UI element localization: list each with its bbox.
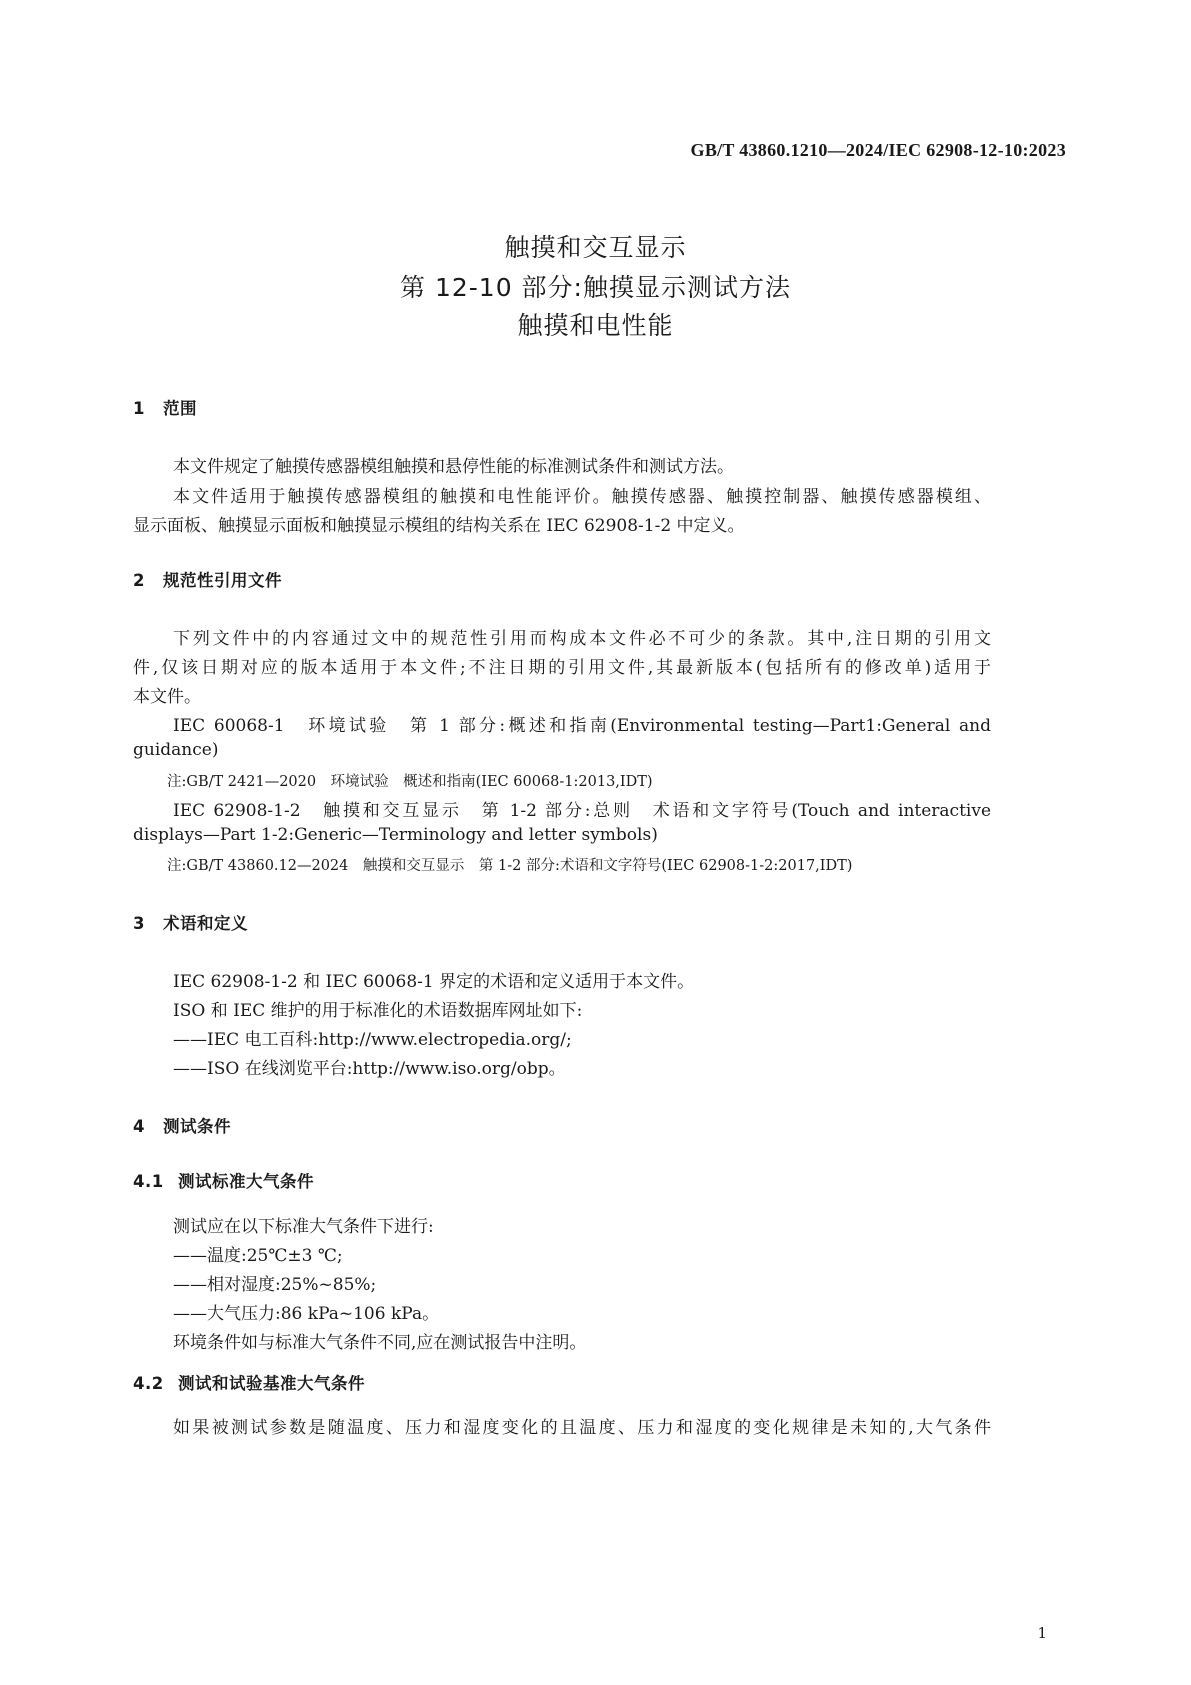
section-number: 4	[133, 1117, 145, 1136]
section-2-paragraph-line-1: 下列文件中的内容通过文中的规范性引用而构成本文件必不可少的条款。其中,注日期的引用文	[173, 629, 991, 649]
reference-note-2: 注:GB/T 43860.12—2024 触摸和交互显示 第 1-2 部分:术语和文字符号(IEC 62908-1-2:2017,IDT)	[167, 858, 853, 874]
section-4-1-line-3: ——相对湿度:25%~85%;	[173, 1275, 377, 1295]
reference-note-1: 注:GB/T 2421—2020 环境试验 概述和指南(IEC 60068-1:2013,IDT)	[167, 774, 653, 790]
section-4-1-line-2: ——温度:25℃±3 ℃;	[173, 1246, 343, 1266]
section-4-2-line-1: 如果被测试参数是随温度、压力和湿度变化的且温度、压力和湿度的变化规律是未知的,大气条件	[173, 1418, 991, 1438]
section-title: 测试标准大气条件	[178, 1172, 314, 1191]
document-title-line-1: 触摸和交互显示	[504, 233, 687, 262]
section-number: 4.1	[133, 1172, 164, 1191]
section-number: 2	[133, 571, 145, 590]
section-4-1-line-5: 环境条件如与标准大气条件不同,应在测试报告中注明。	[173, 1333, 587, 1353]
document-title-line-3: 触摸和电性能	[517, 311, 674, 340]
section-2-paragraph-line-2: 件,仅该日期对应的版本适用于本文件;不注日期的引用文件,其最新版本(包括所有的修改单)适用于	[133, 658, 991, 678]
section-3-line-3: ——IEC 电工百科:http://www.electropedia.org/;	[173, 1030, 572, 1050]
section-3-heading	[133, 910, 248, 934]
section-title: 测试条件	[163, 1117, 231, 1136]
standard-code: GB/T 43860.1210—2024/IEC 62908-12-10:2023	[690, 140, 1066, 160]
section-2-heading	[133, 567, 282, 591]
document-title-line-2: 第 12-10 部分:触摸显示测试方法	[400, 273, 791, 302]
section-1-paragraph-2-line-2: 显示面板、触摸显示面板和触摸显示模组的结构关系在 IEC 62908-1-2 中定义。	[133, 516, 745, 536]
section-3-line-2: ISO 和 IEC 维护的用于标准化的术语数据库网址如下:	[173, 1001, 583, 1021]
section-4-1-line-4: ——大气压力:86 kPa~106 kPa。	[173, 1304, 440, 1324]
reference-iec-60068-1-line-1: IEC 60068-1 环境试验 第 1 部分:概述和指南(Environmental testing—Part1:General and	[173, 716, 991, 736]
section-title: 术语和定义	[163, 914, 248, 933]
reference-iec-62908-1-2-line-1: IEC 62908-1-2 触摸和交互显示 第 1-2 部分:总则 术语和文字符号(Touch and interactive	[173, 801, 991, 821]
section-2-paragraph-line-3: 本文件。	[133, 687, 201, 707]
section-4-heading	[133, 1113, 231, 1137]
section-1-heading	[133, 395, 197, 419]
section-title: 范围	[163, 399, 197, 418]
reference-iec-60068-1-line-2: guidance)	[133, 740, 219, 760]
reference-iec-62908-1-2-line-2: displays—Part 1-2:Generic—Terminology and letter symbols)	[133, 825, 658, 845]
section-1-paragraph-1: 本文件规定了触摸传感器模组触摸和悬停性能的标准测试条件和测试方法。	[173, 457, 734, 477]
section-title: 规范性引用文件	[163, 571, 282, 590]
section-number: 1	[133, 399, 145, 418]
page-number: 1	[1037, 1624, 1047, 1642]
section-number: 4.2	[133, 1374, 164, 1393]
section-4-1-line-1: 测试应在以下标准大气条件下进行:	[173, 1217, 434, 1237]
section-number: 3	[133, 914, 145, 933]
section-3-line-1: IEC 62908-1-2 和 IEC 60068-1 界定的术语和定义适用于本文件。	[173, 972, 695, 992]
section-title: 测试和试验基准大气条件	[178, 1374, 365, 1393]
section-1-paragraph-2-line-1: 本文件适用于触摸传感器模组的触摸和电性能评价。触摸传感器、触摸控制器、触摸传感器模组、	[173, 487, 991, 507]
section-3-line-4: ——ISO 在线浏览平台:http://www.iso.org/obp。	[173, 1059, 566, 1079]
section-4-1-heading	[133, 1168, 314, 1192]
section-4-2-heading	[133, 1370, 365, 1394]
